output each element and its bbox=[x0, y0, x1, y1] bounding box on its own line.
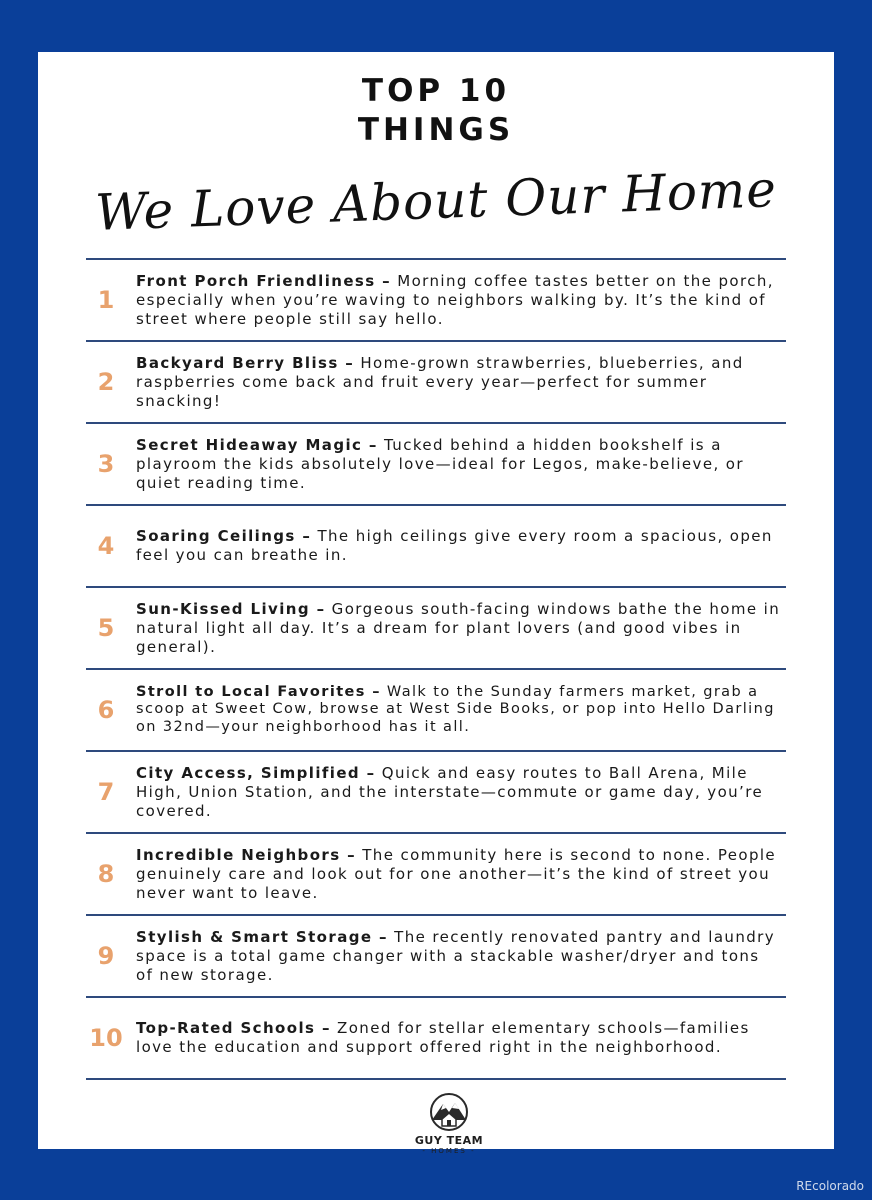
item-description: Quick and easy routes to Ball Arena, Mile High, Union Station, and the interstate—commute or game day, you’re covered. bbox=[136, 763, 764, 820]
item-title: Top-Rated Schools – bbox=[136, 1019, 331, 1037]
list-item-8 bbox=[86, 834, 786, 914]
item-number: 8 bbox=[97, 860, 115, 888]
item-title: Stylish & Smart Storage – bbox=[136, 927, 388, 946]
item-number: 3 bbox=[97, 450, 115, 478]
item-number: 2 bbox=[97, 368, 115, 396]
item-title: Incredible Neighbors – bbox=[136, 845, 357, 864]
item-title: Soaring Ceilings – bbox=[136, 527, 312, 545]
item-description: Tucked behind a hidden bookshelf is a playroom the kids absolutely love—ideal for Legos, make-believe, or quiet reading time. bbox=[136, 435, 744, 492]
item-title: Backyard Berry Bliss – bbox=[136, 353, 355, 372]
list-item-5 bbox=[86, 588, 786, 668]
list-item-6 bbox=[86, 670, 786, 750]
item-text bbox=[136, 272, 782, 329]
guy-team-homes-logo bbox=[396, 1092, 502, 1155]
item-title: Front Porch Friendliness – bbox=[136, 271, 392, 290]
item-text bbox=[136, 684, 782, 737]
item-description: The recently renovated pantry and laundry space is a total game changer with a stackable washer/dryer and tons of new storage. bbox=[136, 927, 775, 984]
item-number: 7 bbox=[97, 778, 115, 806]
item-title: Sun-Kissed Living – bbox=[136, 599, 326, 618]
item-number: 1 bbox=[97, 286, 115, 314]
item-text bbox=[136, 527, 782, 565]
item-text bbox=[136, 600, 782, 657]
item-title: Secret Hideaway Magic – bbox=[136, 435, 378, 454]
item-description: Home-grown strawberries, blueberries, and raspberries come back and fruit every year—perfect for summer snacking! bbox=[136, 353, 744, 410]
item-text bbox=[136, 354, 782, 411]
item-number: 5 bbox=[97, 614, 115, 642]
list-item-3 bbox=[86, 424, 786, 504]
divider bbox=[86, 1078, 786, 1080]
mountain-house-icon bbox=[427, 1092, 471, 1132]
list-item-2 bbox=[86, 342, 786, 422]
item-description: Gorgeous south-facing windows bathe the home in natural light all day. It’s a dream for plant lovers (and good vibes in general). bbox=[136, 599, 781, 656]
flyer-card bbox=[38, 52, 834, 1155]
item-text bbox=[136, 928, 782, 985]
item-description: The high ceilings give every room a spacious, open feel you can breathe in. bbox=[136, 527, 773, 564]
item-number: 10 bbox=[89, 1024, 123, 1052]
item-description: The community here is second to none. People genuinely care and look out for one another—it’s the kind of street you never want to leave. bbox=[136, 845, 777, 902]
logo-sub-text: HOMES bbox=[431, 1147, 467, 1155]
item-text bbox=[136, 436, 782, 493]
title-line-1: TOP 10 bbox=[361, 73, 511, 109]
item-text bbox=[136, 764, 782, 821]
list-item-1 bbox=[86, 260, 786, 340]
list-item-9 bbox=[86, 916, 786, 996]
list-item-7 bbox=[86, 752, 786, 832]
item-text bbox=[136, 846, 782, 903]
logo-sub: - HOMES - bbox=[422, 1147, 476, 1155]
item-number: 4 bbox=[97, 532, 115, 560]
list-item-4 bbox=[86, 506, 786, 586]
logo-name: GUY TEAM bbox=[414, 1134, 484, 1147]
item-number: 9 bbox=[97, 942, 115, 970]
list-item-10 bbox=[86, 998, 786, 1078]
script-subtitle: We Love About Our Home bbox=[94, 160, 778, 242]
item-title: City Access, Simplified – bbox=[136, 763, 376, 782]
item-description: Zoned for stellar elementary schools—families love the education and support offered right in the neighborhood. bbox=[136, 1019, 750, 1056]
title-line-2: THINGS bbox=[357, 112, 515, 148]
item-description: Morning coffee tastes better on the porch, especially when you’re waving to neighbors walking by. It’s the kind of street where people still say hello. bbox=[136, 271, 774, 328]
item-description: Walk to the Sunday farmers market, grab a scoop at Sweet Cow, browse at West Side Books, or pop into Hello Darling on 32nd—your neighborhood has it all. bbox=[136, 683, 775, 735]
item-text bbox=[136, 1019, 782, 1057]
item-title: Stroll to Local Favorites – bbox=[136, 683, 381, 700]
watermark: REcolorado bbox=[796, 1179, 864, 1193]
item-number: 6 bbox=[97, 696, 115, 724]
